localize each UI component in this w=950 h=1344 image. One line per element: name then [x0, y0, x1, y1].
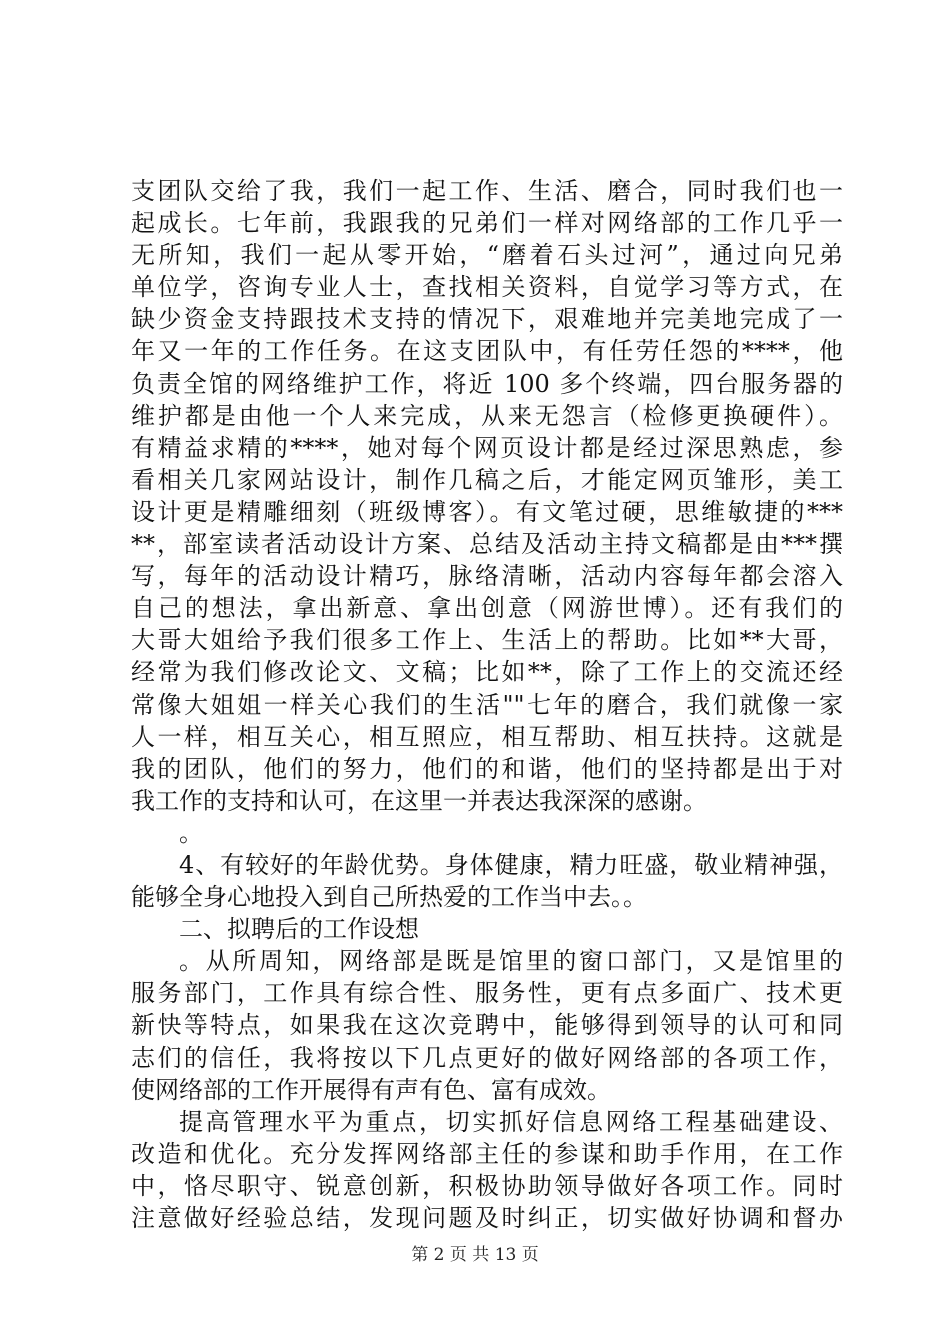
text-line: 改造和优化。充分发挥网络部主任的参谋和助手作用，在工作 — [131, 1139, 843, 1168]
text-line: 负责全馆的网络维护工作，将近 100 多个终端，四台服务器的 — [131, 369, 843, 398]
text-line: 有精益求精的****，她对每个网页设计都是经过深思熟虑，参 — [131, 433, 843, 462]
text-line: 。 — [179, 818, 203, 847]
text-line: 看相关几家网站设计，制作几稿之后，才能定网页雏形，美工 — [131, 465, 843, 494]
text-line: 志们的信任，我将按以下几点更好的做好网络部的各项工作， — [131, 1043, 843, 1072]
text-line: 注意做好经验总结，发现问题及时纠正，切实做好协调和督办 — [131, 1204, 843, 1232]
text-line: 单位学，咨询专业人士，查找相关资料，自觉学习等方式，在 — [131, 273, 843, 302]
text-line: 我的团队，他们的努力，他们的和谐，他们的坚持都是出于对 — [131, 754, 843, 783]
text-line: 。从所周知，网络部是既是馆里的窗口部门，又是馆里的 — [179, 947, 843, 976]
text-line: 人一样，相互关心，相互照应，相互帮助、相互扶持。这就是 — [131, 722, 843, 751]
text-line: 新快等特点，如果我在这次竞聘中，能够得到领导的认可和同 — [131, 1011, 843, 1040]
text-line: 我工作的支持和认可，在这里一并表达我深深的感谢。 — [131, 786, 707, 815]
text-line: 能够全身心地投入到自己所热爱的工作当中去。。 — [131, 883, 647, 912]
text-line: 无所知，我们一起从零开始，“磨着石头过河”，通过向兄弟 — [131, 241, 843, 270]
section-heading: 二、拟聘后的工作设想 — [179, 915, 419, 944]
page-number-footer: 第 2 页 共 13 页 — [411, 1245, 539, 1265]
text-line: 常像大姐姐一样关心我们的生活""七年的磨合，我们就像一家 — [131, 690, 843, 719]
body-text — [131, 175, 843, 1234]
text-line: 支团队交给了我，我们一起工作、生活、磨合，同时我们也一 — [131, 177, 843, 205]
text-line: 经常为我们修改论文、文稿；比如**，除了工作上的交流还经 — [131, 658, 843, 687]
text-line: 缺少资金支持跟技术支持的情况下，艰难地并完美地完成了一 — [131, 305, 843, 334]
text-line: 4、有较好的年龄优势。身体健康，精力旺盛，敬业精神强， — [179, 850, 843, 879]
text-line: 设计更是精雕细刻（班级博客）。有文笔过硬，思维敏捷的*** — [131, 497, 843, 526]
text-line: 年又一年的工作任务。在这支团队中，有任劳任怨的****，他 — [131, 337, 843, 366]
text-line: 服务部门，工作具有综合性、服务性，更有点多面广、技术更 — [131, 979, 843, 1008]
text-line: **，部室读者活动设计方案、总结及活动主持文稿都是由***撰 — [131, 530, 843, 559]
text-line: 大哥大姐给予我们很多工作上、生活上的帮助。比如**大哥， — [131, 626, 843, 655]
text-line: 中，恪尽职守、锐意创新，积极协助领导做好各项工作。同时 — [131, 1171, 843, 1200]
text-line: 提高管理水平为重点，切实抓好信息网络工程基础建设、 — [179, 1107, 843, 1136]
text-line: 维护都是由他一个人来完成，从来无怨言（检修更换硬件）。 — [131, 401, 843, 430]
text-line: 写，每年的活动设计精巧，脉络清晰，活动内容每年都会溶入 — [131, 562, 843, 591]
text-line: 使网络部的工作开展得有声有色、富有成效。 — [131, 1075, 611, 1104]
text-line: 起成长。七年前，我跟我的兄弟们一样对网络部的工作几乎一 — [131, 209, 843, 238]
text-line: 自己的想法，拿出新意、拿出创意（网游世博）。还有我们的 — [131, 594, 843, 623]
